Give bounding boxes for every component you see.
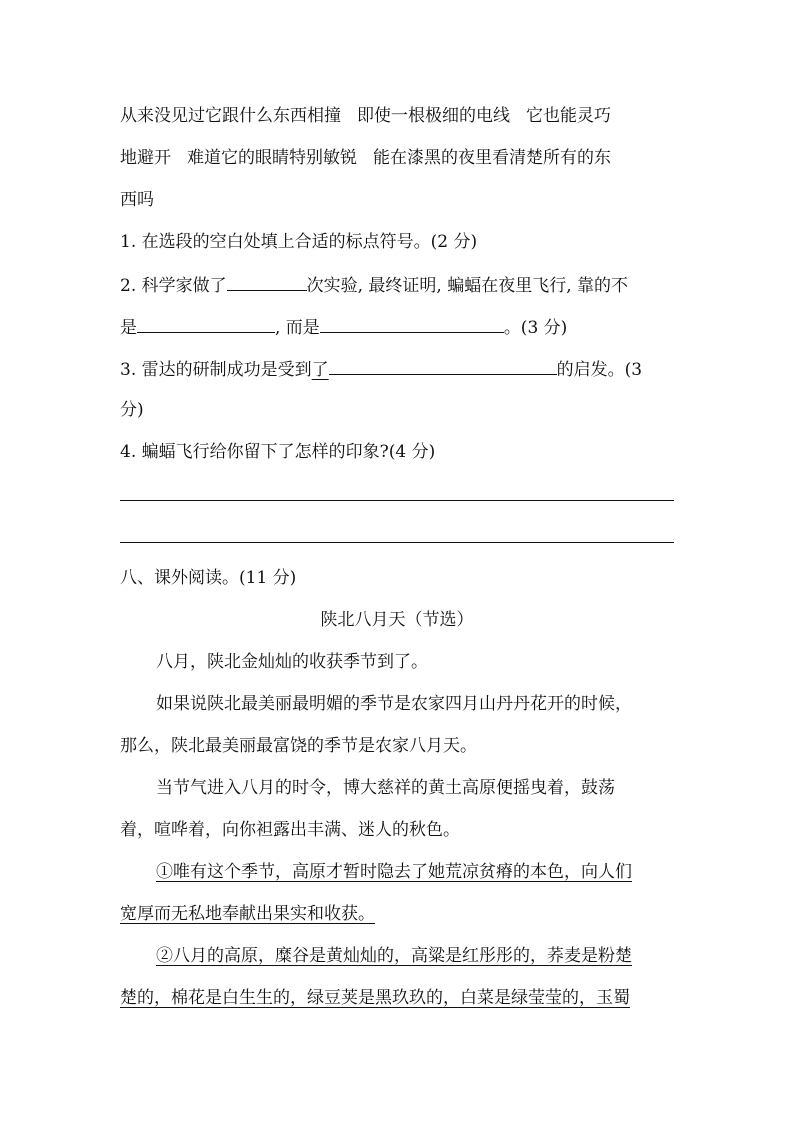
question-text: 次实验, 最终证明, 蝙蝠在夜里飞行, 靠的不 [306, 276, 629, 296]
paragraph-3-line-2: 着，喧哗着，向你袒露出丰满、迷人的秋色。 [120, 820, 460, 840]
question-text: 3. 雷达的研制成功是受到 [120, 360, 312, 380]
question-3-line-2: 分) [120, 400, 144, 420]
answer-blank[interactable] [329, 356, 557, 375]
question-text: 的启发。(3 [556, 360, 643, 380]
paragraph-4-line-1: ①唯有这个季节，高原才暂时隐去了她荒凉贫瘠的本色，向人们 [156, 862, 632, 882]
question-3-line-1 [120, 356, 642, 382]
passage-text: 从来没见过它跟什么东西相撞 [120, 106, 341, 126]
paragraph-2-line-1: 如果说陕北最美丽最明媚的季节是农家四月山丹丹花开的时候， [156, 694, 632, 714]
paragraph-3-line-1: 当节气进入八月的时令，博大慈祥的黄土高原便摇曳着，鼓荡 [156, 778, 615, 798]
paragraph-1: 八月，陕北金灿灿的收获季节到了。 [156, 652, 428, 672]
question-text: 是 [120, 318, 137, 338]
paragraph-5-line-1: ②八月的高原，糜谷是黄灿灿的，高粱是红彤彤的，荞麦是粉楚 [156, 946, 632, 966]
passage-line-2 [120, 146, 611, 170]
answer-line[interactable] [120, 500, 674, 501]
question-text: 2. 科学家做了 [120, 276, 227, 296]
question-2-line-1 [120, 272, 628, 298]
passage-line-3: 西吗 [120, 190, 154, 210]
question-2-line-2 [120, 314, 567, 340]
question-text: 了 [311, 360, 329, 380]
paragraph-2-line-2: 那么，陕北最美丽最富饶的季节是农家八月天。 [120, 736, 477, 756]
passage-text: 它也能灵巧 [526, 106, 611, 126]
question-text: , 而是 [275, 318, 320, 338]
passage-line-1 [120, 104, 611, 128]
passage-text: 能在漆黑的夜里看清楚所有的东 [373, 148, 611, 168]
answer-blank[interactable] [320, 314, 504, 333]
question-4: 4. 蝙蝠飞行给你留下了怎样的印象?(4 分) [120, 442, 436, 462]
passage-text: 地避开 [120, 148, 171, 168]
question-text: 。(3 分) [503, 318, 568, 338]
passage-title: 陕北八月天（节选） [320, 610, 474, 630]
paragraph-4-line-2: 宽厚而无私地奉献出果实和收获。 [120, 904, 375, 924]
question-1: 1. 在选段的空白处填上合适的标点符号。(2 分) [120, 232, 478, 252]
paragraph-5-line-2: 楚的，棉花是白生生的，绿豆荚是黑玖玖的，白菜是绿莹莹的，玉蜀 [120, 988, 630, 1008]
answer-blank[interactable] [227, 272, 307, 291]
answer-blank[interactable] [137, 314, 275, 333]
passage-text: 即使一根极细的电线 [357, 106, 510, 126]
passage-text: 难道它的眼睛特别敏锐 [187, 148, 357, 168]
answer-line[interactable] [120, 542, 674, 543]
section-heading: 八、课外阅读。(11 分) [120, 568, 297, 588]
